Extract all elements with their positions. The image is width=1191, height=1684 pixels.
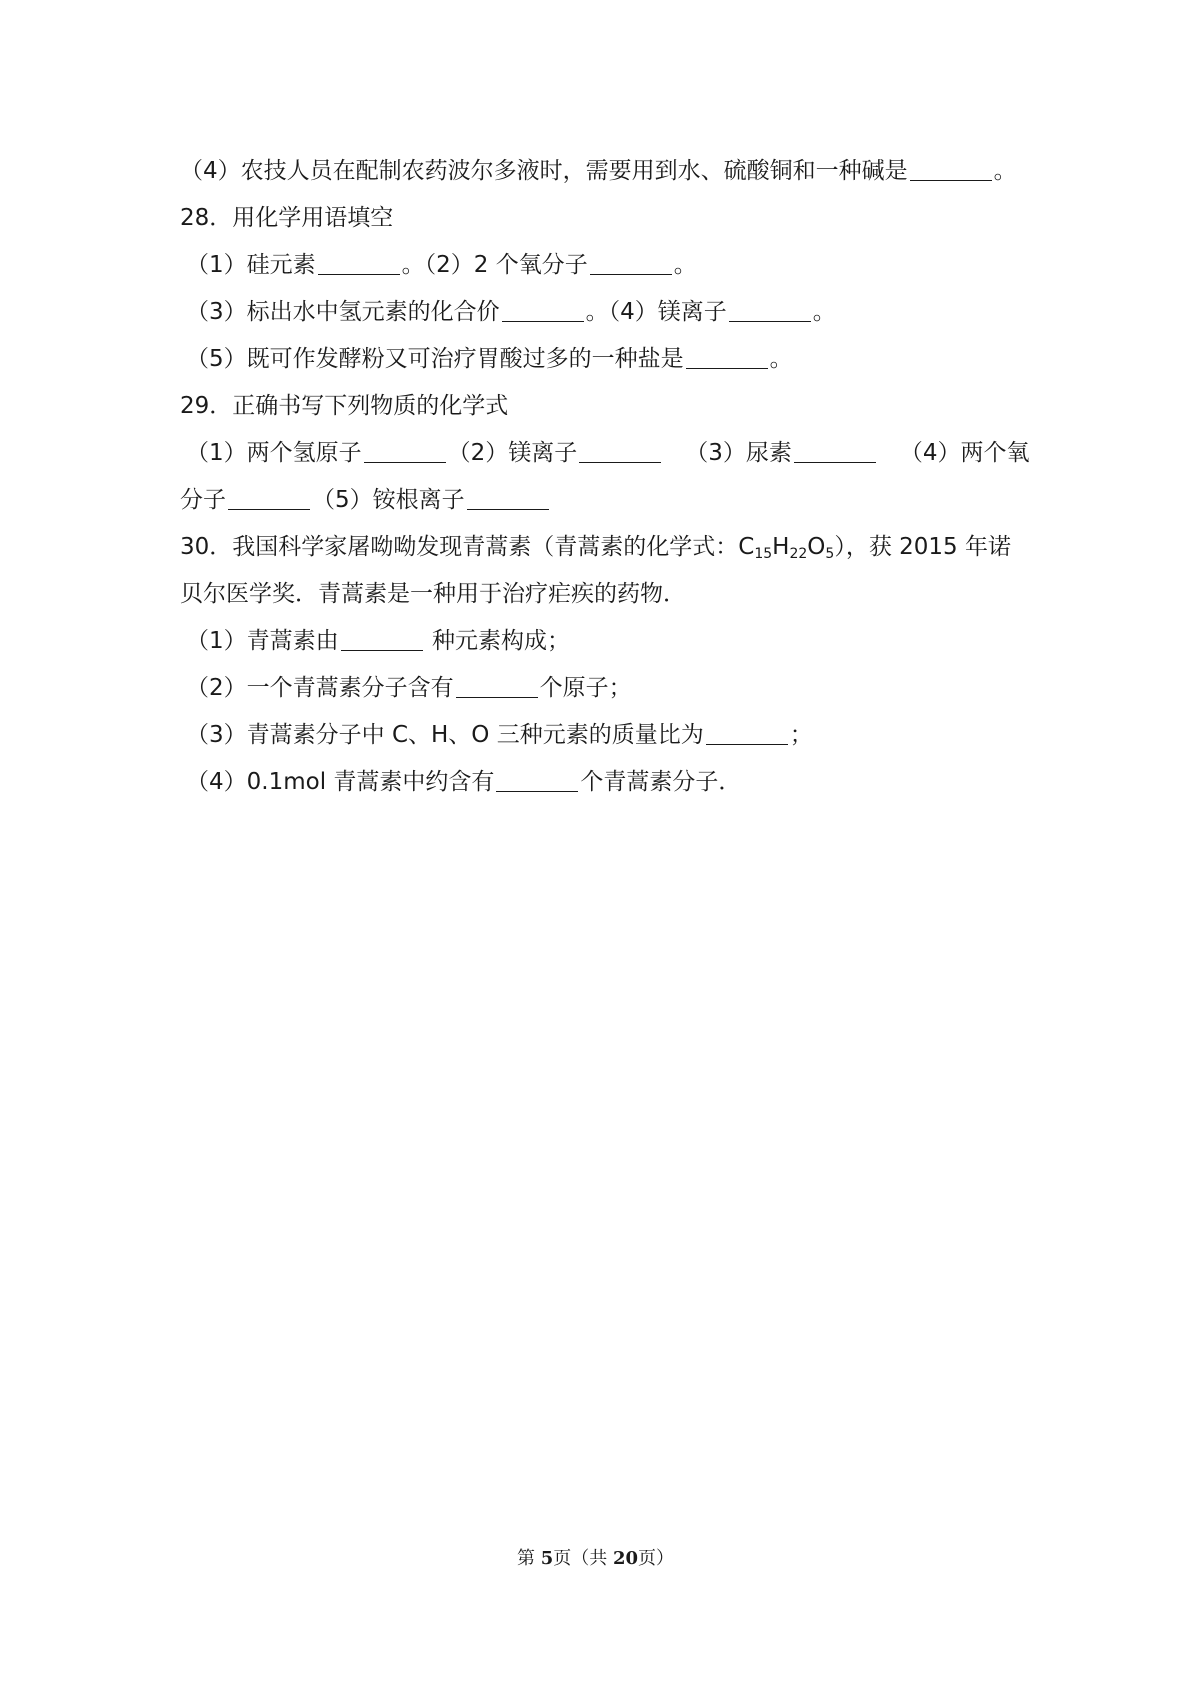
q28-row2: （3）标出水中氢元素的化合价 。（4）镁离子 。 (186, 299, 836, 325)
q30-part4: （4）0.1mol 青蒿素中约含有 个青蒿素分子． (186, 769, 742, 795)
q29-row2: 分子 （5）铵根离子 (180, 477, 1020, 524)
q30-intro-line2: 贝尔医学奖．青蒿素是一种用于治疗疟疾的药物． (180, 581, 686, 607)
answer-blank[interactable] (364, 440, 446, 463)
answer-blank[interactable] (686, 346, 768, 369)
answer-blank[interactable] (706, 722, 788, 745)
answer-blank[interactable] (496, 769, 578, 792)
q30-part3: （3）青蒿素分子中 C、H、O 三种元素的质量比为 ； (186, 722, 813, 748)
answer-blank[interactable] (318, 252, 400, 275)
total-pages: 20 (612, 1548, 639, 1569)
answer-blank[interactable] (910, 158, 992, 181)
q30-intro: 30．我国科学家屠呦呦发现青蒿素（青蒿素的化学式：$C_{15}H_{22}O_5$），获 2015 年诺 (180, 534, 1011, 562)
answer-blank[interactable] (590, 252, 672, 275)
q28-row3: （5）既可作发酵粉又可治疗胃酸过多的一种盐是 。 (186, 346, 793, 372)
answer-blank[interactable] (341, 628, 423, 651)
q29-row1: （1）两个氢原子 （2）镁离子 （3）尿素 （4）两个氧 (186, 440, 1030, 466)
question-content (180, 148, 1030, 806)
q28-row1: （1）硅元素 。（2）2 个氧分子 。 (186, 252, 697, 278)
answer-blank[interactable] (456, 675, 538, 698)
answer-blank[interactable] (502, 299, 584, 322)
answer-blank[interactable] (579, 440, 661, 463)
answer-blank[interactable] (467, 487, 549, 510)
answer-blank[interactable] (794, 440, 876, 463)
current-page: 5 (540, 1548, 554, 1569)
page-number-footer: 第 5页（共 20页） (516, 1548, 675, 1569)
q29-title: 29．正确书写下列物质的化学式 (180, 393, 509, 419)
q27-part4: （4）农技人员在配制农药波尔多液时，需要用到水、硫酸铜和一种碱是 。 (180, 158, 1017, 184)
q30-part1: （1）青蒿素由 种元素构成； (186, 628, 570, 654)
q30-part2: （2）一个青蒿素分子含有 个原子； (186, 675, 632, 701)
q27-part4-text: （4）农技人员在配制农药波尔多液时，需要用到水、硫酸铜和一种碱是 (180, 158, 908, 184)
answer-blank[interactable] (228, 487, 310, 510)
answer-blank[interactable] (729, 299, 811, 322)
q28-title: 28．用化学用语填空 (180, 205, 394, 231)
